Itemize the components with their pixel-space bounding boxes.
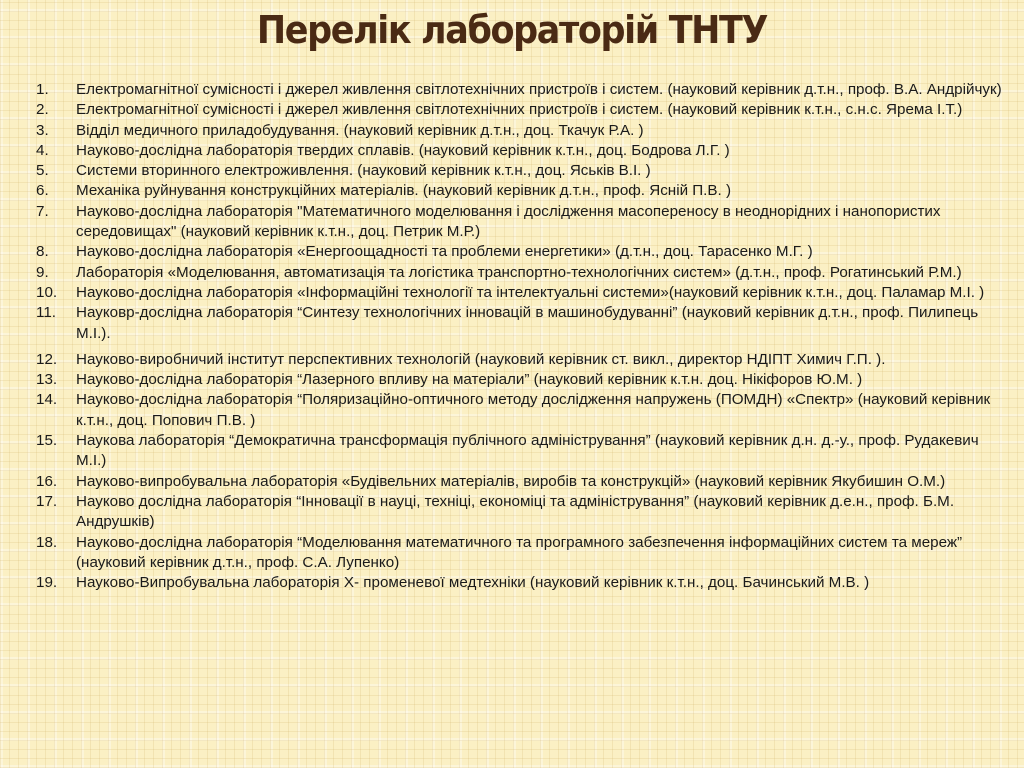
list-item xyxy=(36,141,1006,161)
list-item-number: 7. xyxy=(36,202,49,220)
list-item-number: 16. xyxy=(36,472,58,490)
page-title: Перелік лабораторій ТНТУ xyxy=(256,8,768,52)
list-item-text: Відділ медичного приладобудування. (науковий керівник д.т.н., доц. Ткачук Р.А. ) xyxy=(76,121,644,139)
list-item xyxy=(36,303,1006,344)
list-item xyxy=(36,472,1006,492)
list-item-number: 1. xyxy=(36,81,49,98)
list-item-text: Науковр-дослідна лабораторія “Синтезу технологічних інновацій в машинобудуванні” (науковий керівник д.т.н., проф. Пилипець М.І.). xyxy=(76,304,979,342)
list-item xyxy=(36,202,1006,243)
list-item xyxy=(36,100,1006,120)
list-item-text: Лабораторія «Моделювання, автоматизація та логістика транспортно-технологічних систем» (д.т.н., проф. Рогатинський Р.М.) xyxy=(76,263,962,281)
list-item xyxy=(36,431,1006,472)
list-item xyxy=(36,242,1006,262)
list-item-number: 15. xyxy=(36,432,58,450)
list-item-text: Науково-дослідна лабораторія "Математичного моделювання і дослідження масопереносу в неоднорідних і нанопористих середовищах" (науковий керівник к.т.н., доц. Петрик М.Р.) xyxy=(76,202,941,241)
list-item-number: 5. xyxy=(36,162,49,180)
list-item xyxy=(36,492,1006,533)
list-item-text: Науково-дослідна лабораторія “Поляризаційно-оптичного методу дослідження напружень (ПОМДН) «Спектр» (науковий керівник к.т.н., доц. Попович П.В. ) xyxy=(76,391,991,429)
list-item xyxy=(36,350,1006,370)
list-item-text: Науково-дослідна лабораторія «Енергоощадності та проблеми енергетики» (д.т.н., доц. Тарасенко М.Г. ) xyxy=(76,243,813,261)
list-item xyxy=(36,390,1006,431)
list-item-number: 3. xyxy=(36,121,49,139)
list-item xyxy=(36,181,1006,201)
list-item-number: 12. xyxy=(36,350,58,368)
list-item-number: 17. xyxy=(36,492,58,510)
list-item-number: 8. xyxy=(36,243,49,261)
list-item-number: 9. xyxy=(36,263,49,281)
list-item-text: Науково-дослідна лабораторія «Інформаційні технології та інтелектуальні системи»(науковий керівник к.т.н., доц. Паламар М.І. ) xyxy=(76,283,985,301)
list-item xyxy=(36,80,1006,100)
list-item-number: 18. xyxy=(36,533,58,551)
list-item-number: 10. xyxy=(36,283,58,301)
list-item xyxy=(36,533,1006,574)
list-item xyxy=(36,370,1006,390)
list-item xyxy=(36,263,1006,283)
list-item-text: Науково-дослідна лабораторія “Моделювання математичного та програмного забезпечення інформаційних систем та мереж” (науковий керівник д.т.н., проф. С.А. Лупенко) xyxy=(76,533,963,571)
list-item xyxy=(36,573,1006,593)
list-item-text: Системи вторинного електроживлення. (науковий керівник к.т.н., доц. Яськів В.І. ) xyxy=(76,162,651,180)
list-item-text: Механіка руйнування конструкційних матеріалів. (науковий керівник д.т.н., проф. Ясній П.В. ) xyxy=(76,182,732,200)
laboratory-list xyxy=(36,80,1006,593)
list-item-text: Науково дослідна лабораторія “Інновації в науці, техніці, економіці та адміністрування” (науковий керівник д.е.н., проф. Б.М. Андрушків) xyxy=(76,492,955,531)
list-item-number: 13. xyxy=(36,371,58,389)
list-item-number: 19. xyxy=(36,574,58,592)
list-item-number: 2. xyxy=(36,101,49,119)
list-item-text: Науково-Випробувальна лабораторія Х- променевої медтехніки (науковий керівник к.т.н., доц. Бачинський М.В. ) xyxy=(76,574,870,592)
list-item-text: Наукова лабораторія “Демократична трансформація публічного адміністрування” (науковий керівник д.н. д.-у., проф. Рудакевич М.І.) xyxy=(76,432,979,470)
list-item-text: Електромагнітної сумісності і джерел живлення світлотехнічних пристроїв і систем. (науковий керівник д.т.н., проф. В.А. Андрійчук) xyxy=(76,81,1002,98)
list-item-text: Науково-дослідна лабораторія “Лазерного впливу на матеріали” (науковий керівник к.т.н. доц. Нікіфоров Ю.М. ) xyxy=(76,371,863,389)
list-item-number: 14. xyxy=(36,391,58,409)
list-item-text: Електромагнітної сумісності і джерел живлення світлотехнічних пристроїв і систем. (науковий керівник к.т.н., с.н.с. Ярема І.Т.) xyxy=(76,101,963,119)
list-item xyxy=(36,283,1006,303)
list-item-text: Науково-випробувальна лабораторія «Будівельних матеріалів, виробів та конструкцій» (науковий керівник Якубишин О.М.) xyxy=(76,472,946,490)
list-item-number: 11. xyxy=(36,304,56,322)
list-item-text: Науково-дослідна лабораторія твердих сплавів. (науковий керівник к.т.н., доц. Бодрова Л.Г. ) xyxy=(76,141,730,159)
list-item-number: 4. xyxy=(36,141,49,159)
list-item-text: Науково-виробничий інститут перспективних технологій (науковий керівник ст. викл., директор НДІПТ Химич Г.П. ). xyxy=(76,350,886,368)
list-item-number: 6. xyxy=(36,182,49,200)
list-item xyxy=(36,121,1006,141)
list-item xyxy=(36,161,1006,181)
